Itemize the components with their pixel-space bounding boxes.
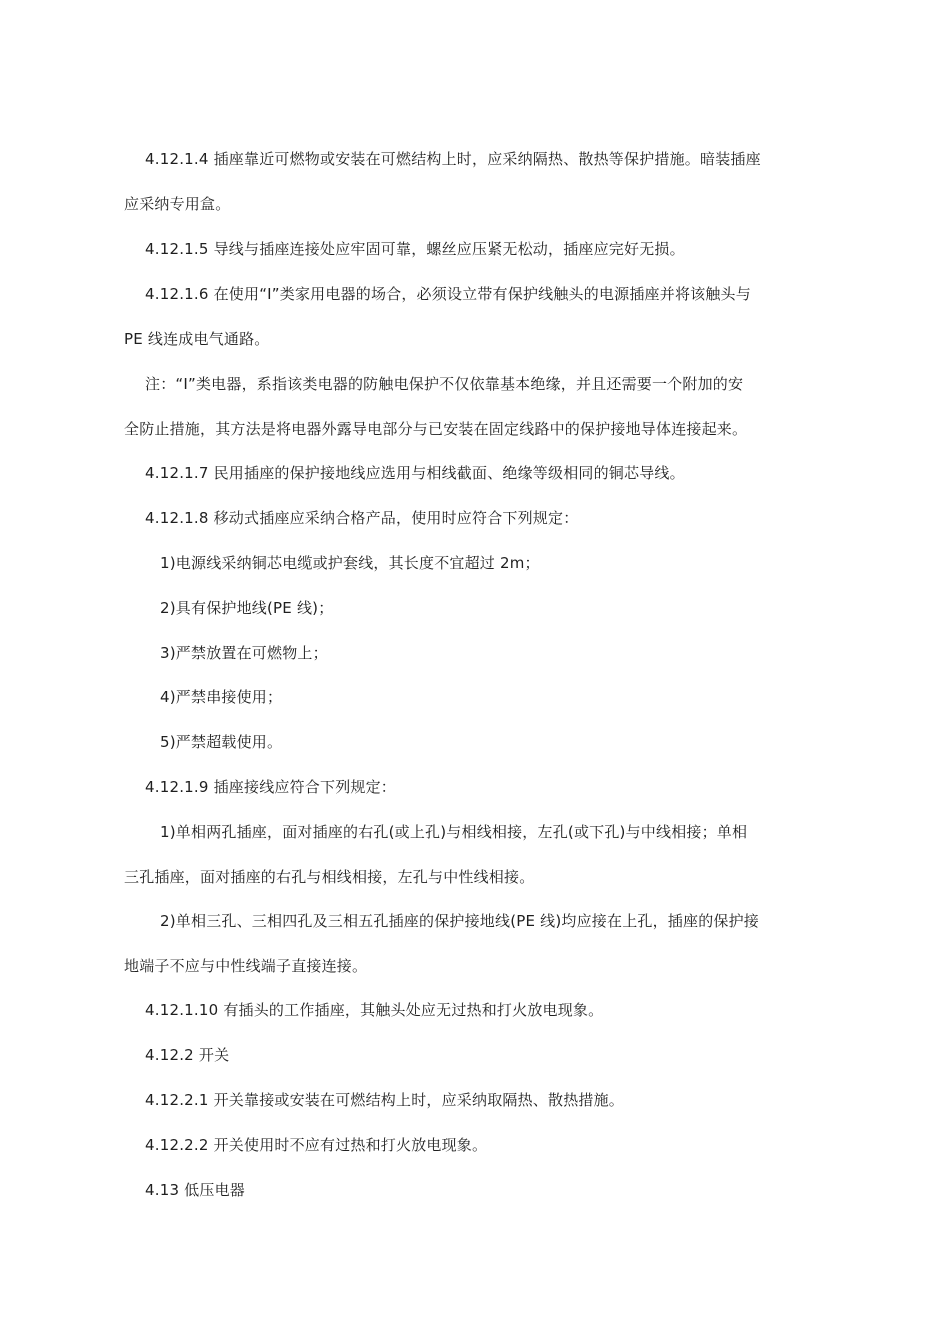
text-line: 4.12.1.6 在使用“I”类家用电器的场合，必须设立带有保护线触头的电源插座并将该触头与 [145,285,751,303]
list-item: 2)单相三孔、三相四孔及三相五孔插座的保护接地线(PE 线)均应接在上孔，插座的保护接 [160,912,759,930]
text-line: 4.12.2.1 开关靠接或安装在可燃结构上时，应采纳取隔热、散热措施。 [145,1091,624,1109]
text-line: 4.12.1.7 民用插座的保护接地线应选用与相线截面、绝缘等级相同的铜芯导线。 [145,464,685,482]
text-line: 4.12.1.5 导线与插座连接处应牢固可靠，螺丝应压紧无松动，插座应完好无损。 [145,240,685,258]
list-item: 2)具有保护地线(PE 线)； [160,599,334,617]
section-heading: 4.12.2 开关 [145,1046,230,1064]
text-line: 4.12.1.10 有插头的工作插座，其触头处应无过热和打火放电现象。 [145,1001,604,1019]
list-item: 5)严禁超载使用。 [160,733,283,751]
list-item: 4)严禁串接使用； [160,688,283,706]
list-item: 1)电源线采纳铜芯电缆或护套线，其长度不宜超过 2m； [160,554,540,572]
text-line: 4.12.2.2 开关使用时不应有过热和打火放电现象。 [145,1136,488,1154]
section-heading: 4.13 低压电器 [145,1181,245,1199]
note-line: 注：“I”类电器，系指该类电器的防触电保护不仅依靠基本绝缘，并且还需要一个附加的安 [145,375,744,393]
text-line: 应采纳专用盒。 [124,195,231,213]
list-item-continuation: 地端子不应与中性线端子直接连接。 [124,957,368,975]
text-line: 4.12.1.4 插座靠近可燃物或安装在可燃结构上时，应采纳隔热、散热等保护措施。暗装插座 [145,150,761,168]
list-item: 1)单相两孔插座，面对插座的右孔(或上孔)与相线相接，左孔(或下孔)与中线相接；单相 [160,823,748,841]
text-line: PE 线连成电气通路。 [124,330,270,348]
note-line: 全防止措施，其方法是将电器外露导电部分与已安装在固定线路中的保护接地导体连接起来。 [124,420,748,438]
list-item-continuation: 三孔插座，面对插座的右孔与相线相接，左孔与中性线相接。 [124,868,535,886]
text-line: 4.12.1.8 移动式插座应采纳合格产品，使用时应符合下列规定： [145,509,579,527]
list-item: 3)严禁放置在可燃物上； [160,644,328,662]
text-line: 4.12.1.9 插座接线应符合下列规定： [145,778,396,796]
